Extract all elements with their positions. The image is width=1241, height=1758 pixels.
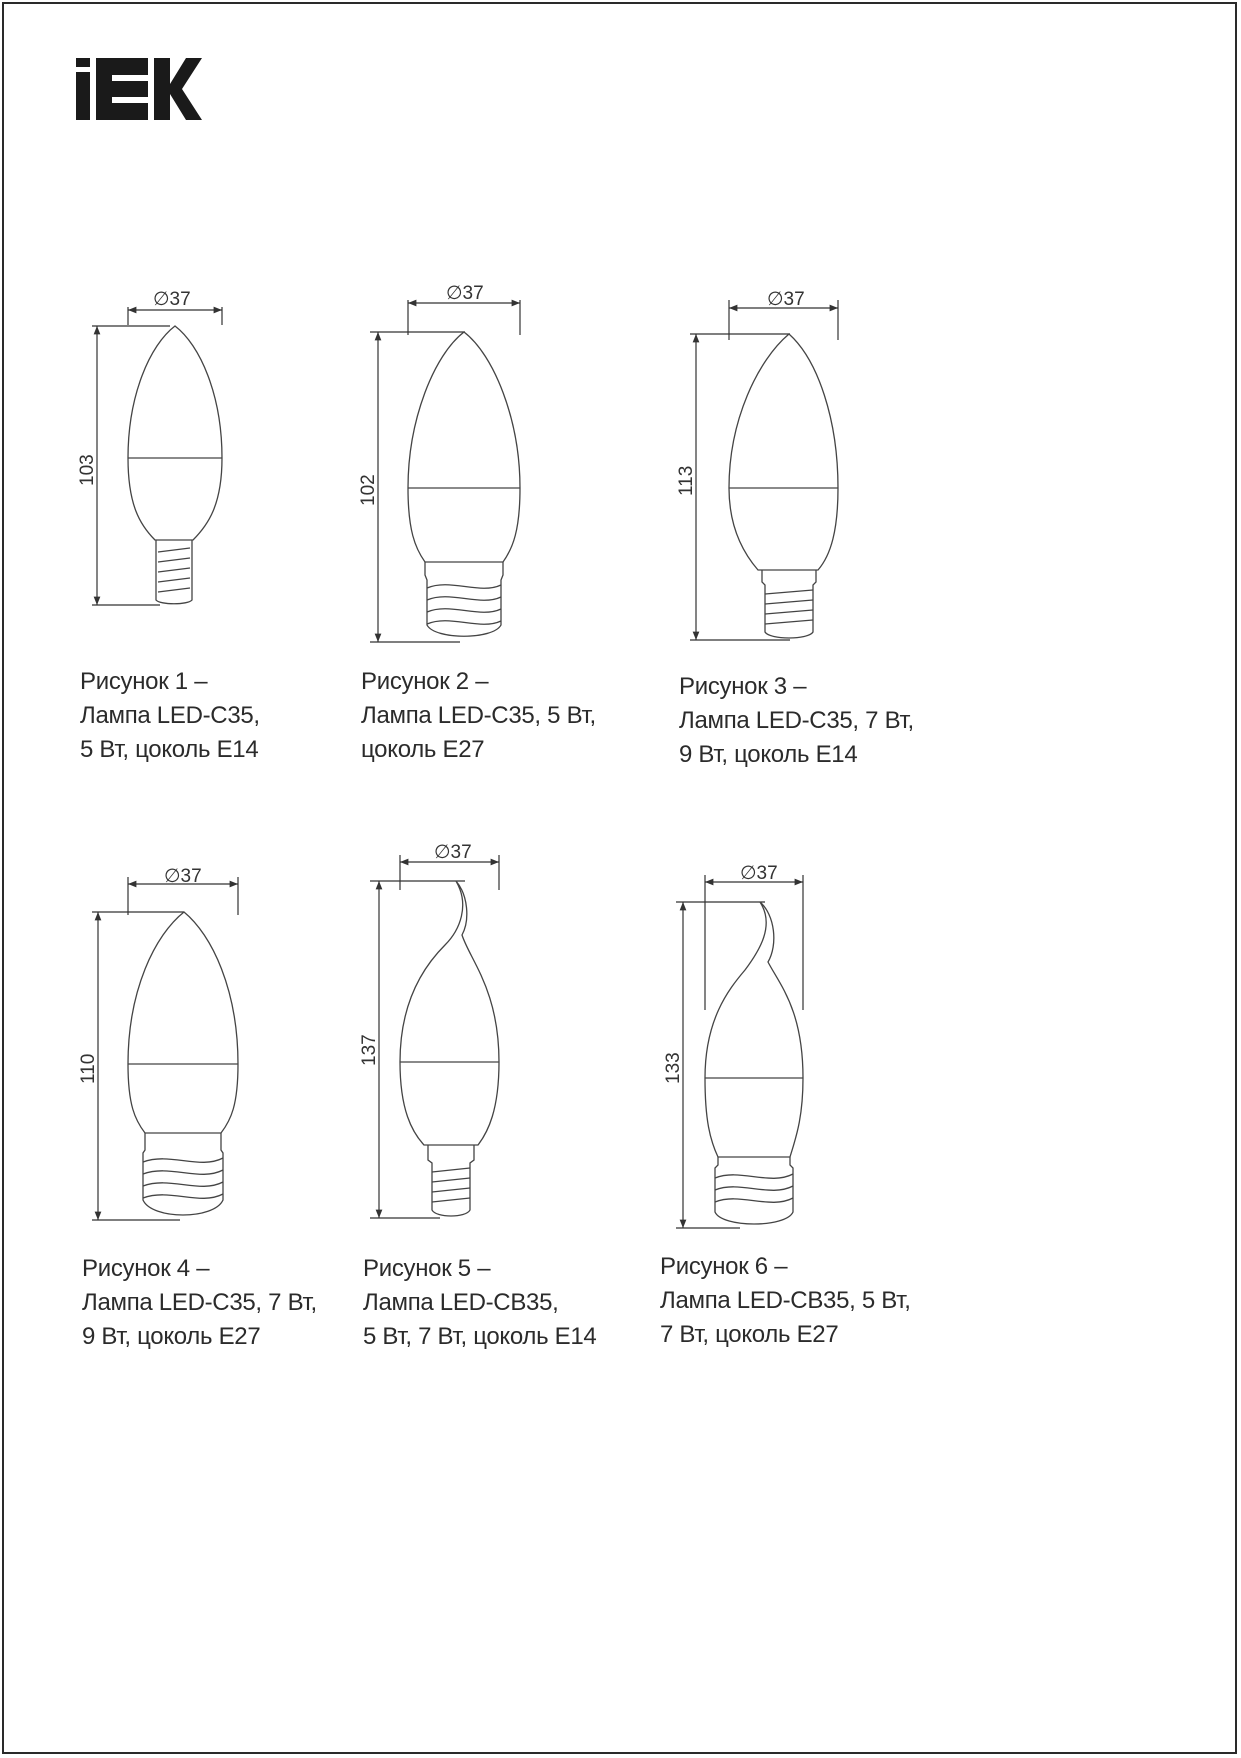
figure-2-caption [361, 665, 596, 767]
figure-1-drawing [77, 289, 222, 605]
figure-2-drawing [358, 283, 520, 642]
figure-6-caption-line-2: Лампа LED-CB35, 5 Вт, [660, 1287, 911, 1314]
figure-6-diameter-label: ∅37 [740, 863, 778, 884]
figure-5-drawing [359, 842, 499, 1218]
figure-6-height-label: 133 [663, 1052, 684, 1084]
figure-4-height-label: 110 [78, 1053, 99, 1084]
figure-1-dimensions [92, 307, 222, 605]
figure-1-caption [80, 665, 260, 767]
figure-2-caption-line-1: Рисунок 2 – [361, 668, 489, 695]
figure-1-height-label: 103 [77, 454, 98, 486]
figure-6-caption [660, 1250, 911, 1352]
figure-1-caption-line-3: 5 Вт, цоколь E14 [80, 736, 259, 763]
figure-2-dimensions [370, 300, 520, 642]
figure-6-bulb [705, 902, 803, 1224]
figure-4-dimensions [92, 877, 238, 1220]
figure-2-diameter-label: ∅37 [446, 283, 484, 304]
figure-4-caption [82, 1252, 317, 1354]
figure-1-diameter-label: ∅37 [153, 289, 191, 310]
figure-5-caption-line-2: Лампа LED-CB35, [363, 1289, 559, 1316]
figure-5-diameter-label: ∅37 [434, 842, 472, 863]
figure-5-dimensions [370, 855, 499, 1218]
figure-3-diameter-label: ∅37 [767, 289, 805, 310]
figure-6-caption-line-3: 7 Вт, цоколь E27 [660, 1321, 839, 1348]
figure-6-drawing [663, 863, 803, 1228]
figure-4-caption-line-1: Рисунок 4 – [82, 1255, 210, 1282]
figure-4-bulb [128, 912, 238, 1215]
figure-5-bulb [400, 881, 499, 1216]
figure-3-bulb [729, 334, 838, 638]
figure-4-drawing [78, 866, 238, 1220]
figure-4-diameter-label: ∅37 [164, 866, 202, 887]
figure-3-caption [679, 670, 914, 772]
figure-1-bulb [128, 326, 222, 604]
figure-3-caption-line-2: Лампа LED-C35, 7 Вт, [679, 707, 914, 734]
figure-3-caption-line-3: 9 Вт, цоколь E14 [679, 741, 858, 768]
figure-4-caption-line-3: 9 Вт, цоколь E27 [82, 1323, 261, 1350]
figure-3-caption-line-1: Рисунок 3 – [679, 673, 807, 700]
figure-2-caption-line-3: цоколь E27 [361, 736, 485, 763]
figure-2-height-label: 102 [358, 474, 379, 506]
figure-4-caption-line-2: Лампа LED-C35, 7 Вт, [82, 1289, 317, 1316]
figure-3-dimensions [690, 300, 838, 640]
figure-5-caption [363, 1252, 596, 1354]
figure-6-caption-line-1: Рисунок 6 – [660, 1253, 788, 1280]
figure-2-caption-line-2: Лампа LED-C35, 5 Вт, [361, 702, 596, 729]
figure-2-bulb [408, 332, 520, 636]
figure-5-caption-line-3: 5 Вт, 7 Вт, цоколь E14 [363, 1323, 597, 1350]
figure-3-drawing [676, 289, 838, 640]
figure-5-height-label: 137 [359, 1034, 380, 1066]
figure-1-caption-line-2: Лампа LED-C35, [80, 702, 260, 729]
figure-1-caption-line-1: Рисунок 1 – [80, 668, 208, 695]
figure-5-caption-line-1: Рисунок 5 – [363, 1255, 491, 1282]
figure-3-height-label: 113 [676, 465, 697, 496]
